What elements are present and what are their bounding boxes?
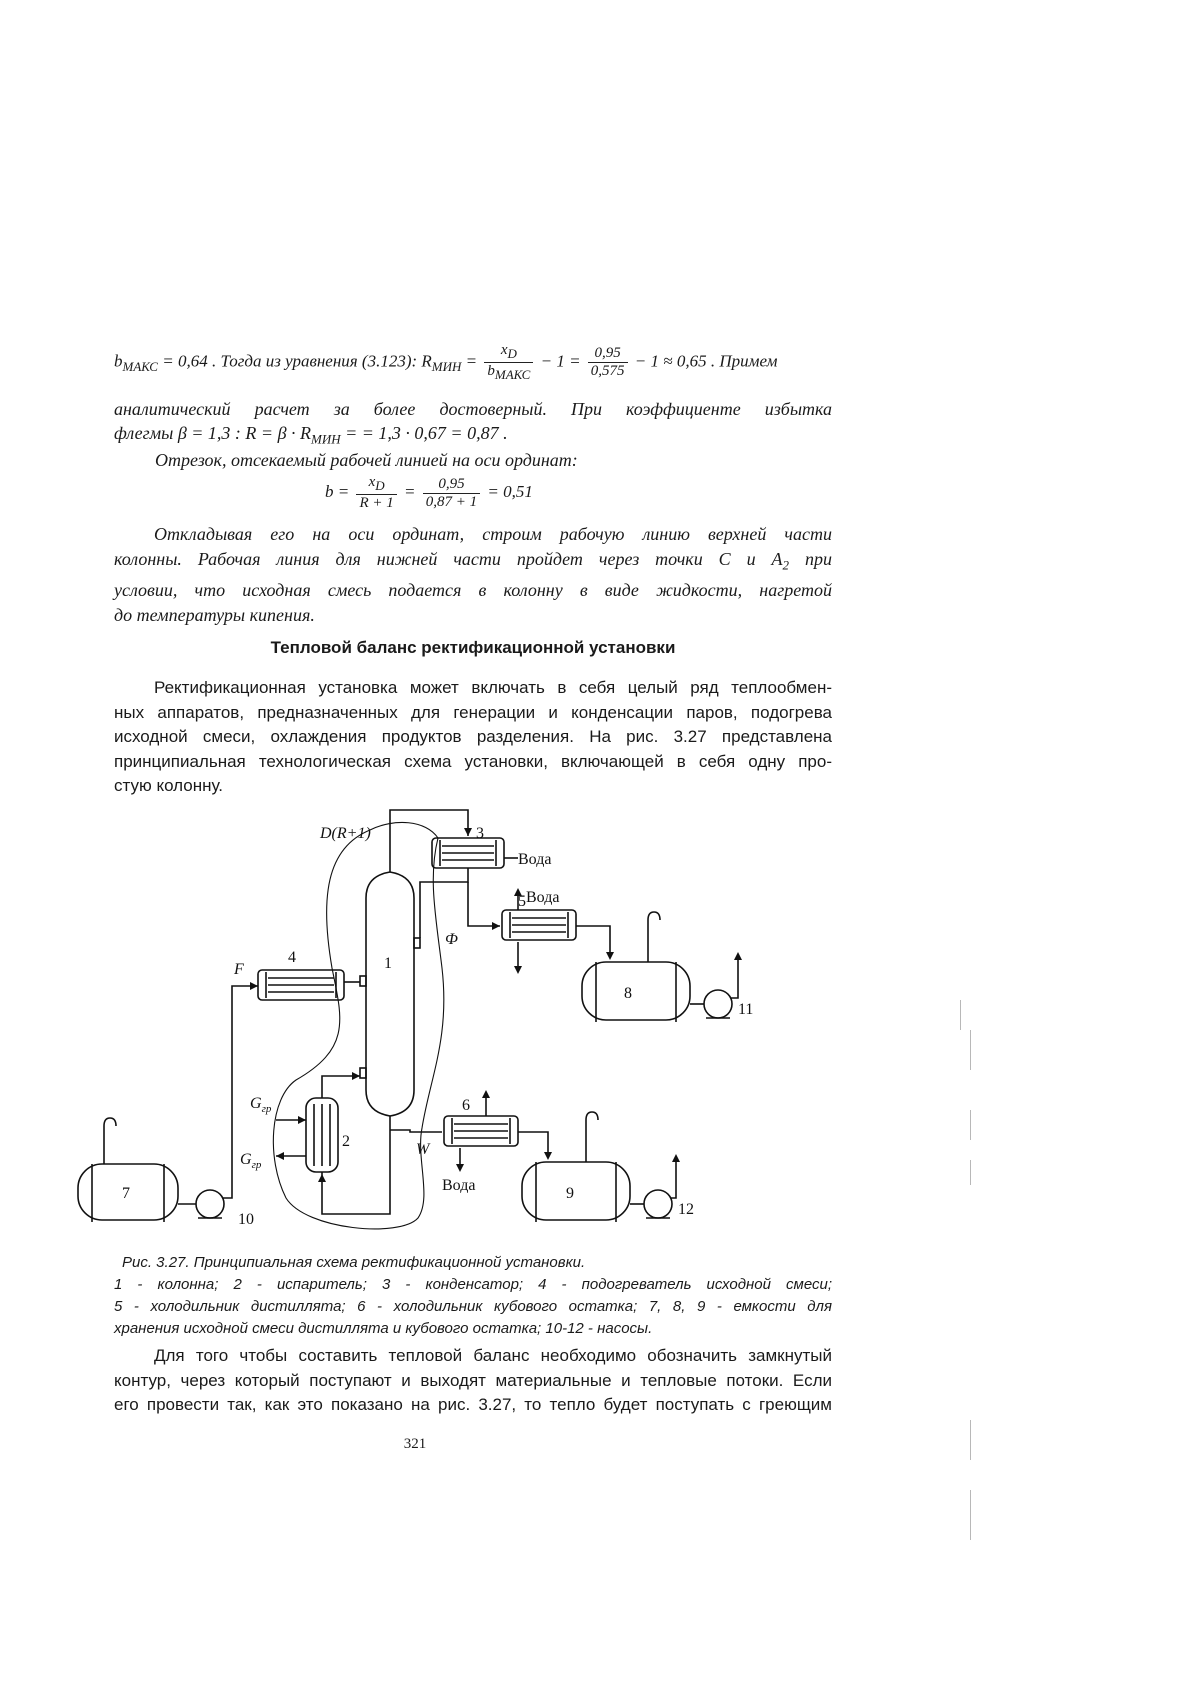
- label-water-3: Вода: [442, 1177, 476, 1194]
- label-steam-in: $G_{гр}$: [250, 1095, 272, 1115]
- label-n9: 9: [566, 1185, 574, 1202]
- label-phi: Ф: [445, 931, 458, 948]
- column-1: [366, 872, 414, 1116]
- paragraph-2: Для того чтобы составить тепловой баланс необходимо обозначить замкнутый контур, через который поступают и выходят материальные и тепловые потоки. Если его провести так, как это показано на рис. 3.27, то тепло будет поступать с греющим: [114, 1346, 832, 1414]
- label-reflux: D(R+1): [320, 825, 371, 842]
- formula-line-4: Отрезок, отсекаемый рабочей линией на оси ординат:: [155, 450, 578, 470]
- label-n4: 4: [288, 949, 296, 966]
- label-water-2: Вода: [526, 889, 560, 906]
- page-number: 321: [403, 1436, 427, 1452]
- label-n11: 11: [738, 1001, 754, 1018]
- label-steam-out: $G_{гр}$: [240, 1151, 262, 1171]
- label-n5: 5: [518, 893, 526, 910]
- label-feed: F: [234, 961, 244, 978]
- scan-edge-mark: [970, 1160, 971, 1185]
- formula-line-1: $b_{МАКС} = 0,64$ . Тогда из уравнения (3.123): $R_{МИН}$ = $x_D$ $b_{МАКС}$ − 1 = $\frac{0,95}{0,575}$ − 1 ≈ 0,65 . Примем: [114, 342, 778, 382]
- scan-edge-mark: [970, 1420, 971, 1460]
- label-n10: 10: [238, 1211, 254, 1228]
- tank-8: [582, 962, 690, 1020]
- pump-11: [704, 990, 732, 1018]
- fraction-xd-bmaks: $x_D$ $b_{МАКС}$: [484, 342, 533, 383]
- formula-line-2: аналитический расчет за более достоверный. При коэффициенте избытка: [114, 399, 832, 419]
- fraction-095-087: $\frac{0,95}{0,87 + 1}$: [423, 476, 480, 511]
- fraction-xd-r1: $\frac{x_D}{R + 1}$: [356, 474, 396, 512]
- balance-contour: [273, 822, 444, 1228]
- label-n6: 6: [462, 1097, 470, 1114]
- label-n12: 12: [678, 1201, 694, 1218]
- figure-caption: Рис. 3.27. Принципиальная схема ректификационной установки. 1 - колонна; 2 - испаритель; 3 - конденсатор; 4 - подогреватель исходной смеси; 5 - холодильник дистиллята; 6 - холодильник кубового остатка; 7, 8, 9 - емкости для хранения исходной смеси дистиллята и кубового остатка; 10-12 - насосы.: [114, 1254, 832, 1337]
- scan-edge-mark: [960, 1000, 961, 1030]
- label-n3: 3: [476, 825, 484, 842]
- section-title: Тепловой баланс ректификационной установки: [270, 638, 676, 657]
- process-flow-diagram: [70, 825, 830, 1238]
- scan-edge-mark: [970, 1490, 971, 1540]
- fraction-095-0575: $\frac{0,95}{0,575}$: [588, 345, 628, 380]
- label-water-1: Вода: [518, 851, 552, 868]
- paragraph-1: Ректификационная установка может включать в себя целый ряд теплообмен- ных аппаратов, предназначенных для генерации и конденсации паров, подогрева исходной смеси, охлаждения продуктов разделения. На рис. 3.27 представлена принципиальная технологическая схема установки, включающей в себя одну про- стую колонну.: [114, 678, 832, 795]
- label-bottoms: W: [416, 1141, 430, 1158]
- pump-10: [196, 1190, 224, 1218]
- tank-9: [522, 1162, 630, 1220]
- pump-12: [644, 1190, 672, 1218]
- scan-edge-mark: [970, 1030, 971, 1070]
- label-n1: 1: [384, 955, 392, 972]
- formula-line-3: флегмы β = 1,3 : $R = \beta \cdot R_{МИН}$ = = 1,3 · 0,67 = 0,87 .: [114, 423, 508, 447]
- label-n8: 8: [624, 985, 632, 1002]
- label-n2: 2: [342, 1133, 350, 1150]
- italic-paragraph: Откладывая его на оси ординат, строим рабочую линию верхней части колонны. Рабочая линия для нижней части пройдет через точки C и $A_2$ при условии, что исходная смесь подается в колонну в виде жидкости, нагретой до температуры кипения.: [114, 524, 832, 625]
- scan-edge-mark: [970, 1110, 971, 1140]
- label-n7: 7: [122, 1185, 130, 1202]
- formula-b: b = $\frac{x_D}{R + 1}$ = $\frac{0,95}{0,87 + 1}$ = 0,51: [325, 474, 533, 511]
